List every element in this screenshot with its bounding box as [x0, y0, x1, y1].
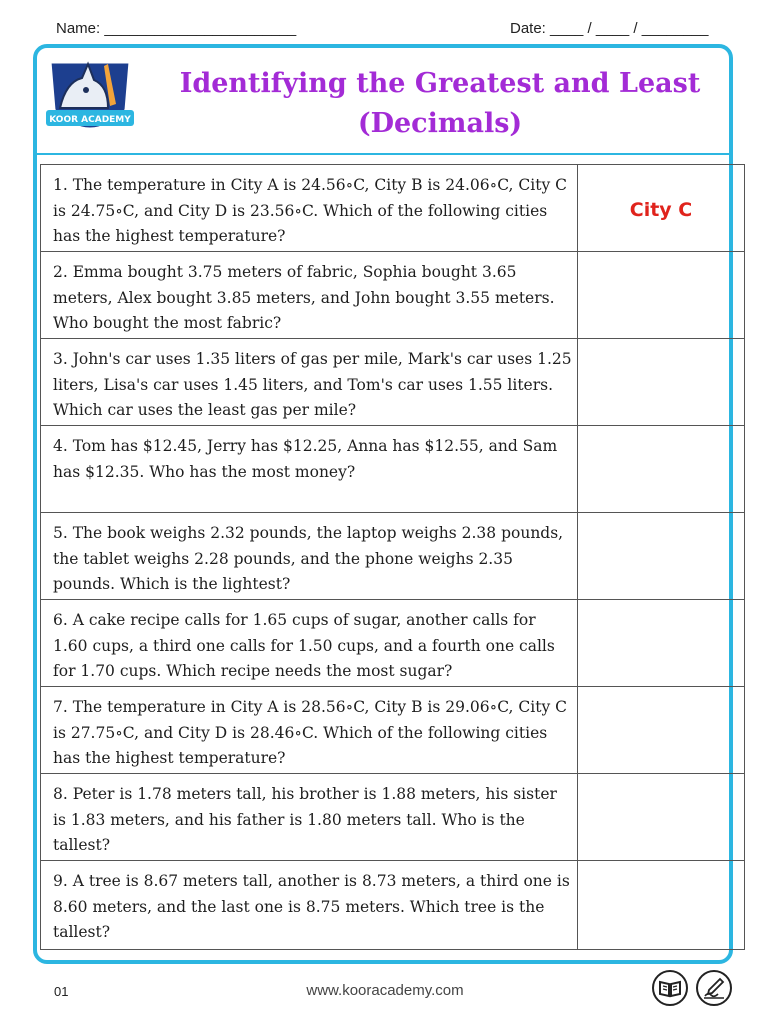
answer-cell[interactable]: [578, 774, 745, 861]
worksheet-title: [170, 64, 710, 144]
question-text: 9. A tree is 8.67 meters tall, another is 8.73 meters, a third one is 8.60 meters, and the last one is 8.75 meters. Which tree is the tallest?: [41, 861, 578, 950]
pencil-hand-icon: [696, 970, 732, 1006]
question-text: 8. Peter is 1.78 meters tall, his brother is 1.88 meters, his sister is 1.83 meters, and his father is 1.80 meters tall. Who is the tallest?: [41, 774, 578, 861]
title-divider: [37, 153, 729, 155]
questions-table: [40, 164, 745, 950]
question-row: [41, 426, 745, 513]
answer-cell[interactable]: [578, 513, 745, 600]
footer-icons: [652, 970, 740, 1010]
title-line-2: (Decimals): [357, 108, 523, 139]
date-field-label: Date: ____ / ____ / ________: [510, 20, 709, 37]
title-line-1: Identifying the Greatest and Least: [179, 68, 701, 99]
name-field-label: Name: _______________________: [56, 20, 297, 37]
book-icon: [652, 970, 688, 1006]
website-link[interactable]: www.kooracademy.com: [306, 982, 464, 999]
question-text: 7. The temperature in City A is 28.56∘C, City B is 29.06∘C, City C is 27.75∘C, and City D is 28.46∘C. Which of the following cities has the highest temperature?: [41, 687, 578, 774]
question-row: [41, 165, 745, 252]
question-text: 4. Tom has $12.45, Jerry has $12.25, Anna has $12.55, and Sam has $12.35. Who has the most money?: [41, 426, 578, 513]
question-text: 5. The book weighs 2.32 pounds, the laptop weighs 2.38 pounds, the tablet weighs 2.28 pounds, and the phone weighs 2.35 pounds. Which is the lightest?: [41, 513, 578, 600]
koor-academy-logo: [42, 52, 138, 148]
question-row: [41, 339, 745, 426]
question-text: 1. The temperature in City A is 24.56∘C, City B is 24.06∘C, City C is 24.75∘C, and City D is 23.56∘C. Which of the following cities has the highest temperature?: [41, 165, 578, 252]
question-row: [41, 687, 745, 774]
question-text: 3. John's car uses 1.35 liters of gas per mile, Mark's car uses 1.25 liters, Lisa's car uses 1.45 liters, and Tom's car uses 1.55 liters. Which car uses the least gas per mile?: [41, 339, 578, 426]
answer-cell[interactable]: [578, 861, 745, 950]
answer-cell[interactable]: [578, 252, 745, 339]
answer-cell[interactable]: [578, 165, 745, 252]
answer-cell[interactable]: [578, 687, 745, 774]
question-text: 6. A cake recipe calls for 1.65 cups of sugar, another calls for 1.60 cups, a third one calls for 1.50 cups, and a fourth one calls for 1.70 cups. Which recipe needs the most sugar?: [41, 600, 578, 687]
question-row: [41, 252, 745, 339]
question-row: [41, 774, 745, 861]
question-row: [41, 861, 745, 950]
logo-text: KOOR ACADEMY: [49, 115, 131, 125]
question-row: [41, 600, 745, 687]
answer-cell[interactable]: [578, 600, 745, 687]
answer-cell[interactable]: [578, 339, 745, 426]
answer-text: City C: [629, 199, 693, 221]
question-text: 2. Emma bought 3.75 meters of fabric, Sophia bought 3.65 meters, Alex bought 3.85 meters, and John bought 3.55 meters. Who bought the most fabric?: [41, 252, 578, 339]
question-row: [41, 513, 745, 600]
page-number: 01: [54, 984, 69, 999]
answer-cell[interactable]: [578, 426, 745, 513]
